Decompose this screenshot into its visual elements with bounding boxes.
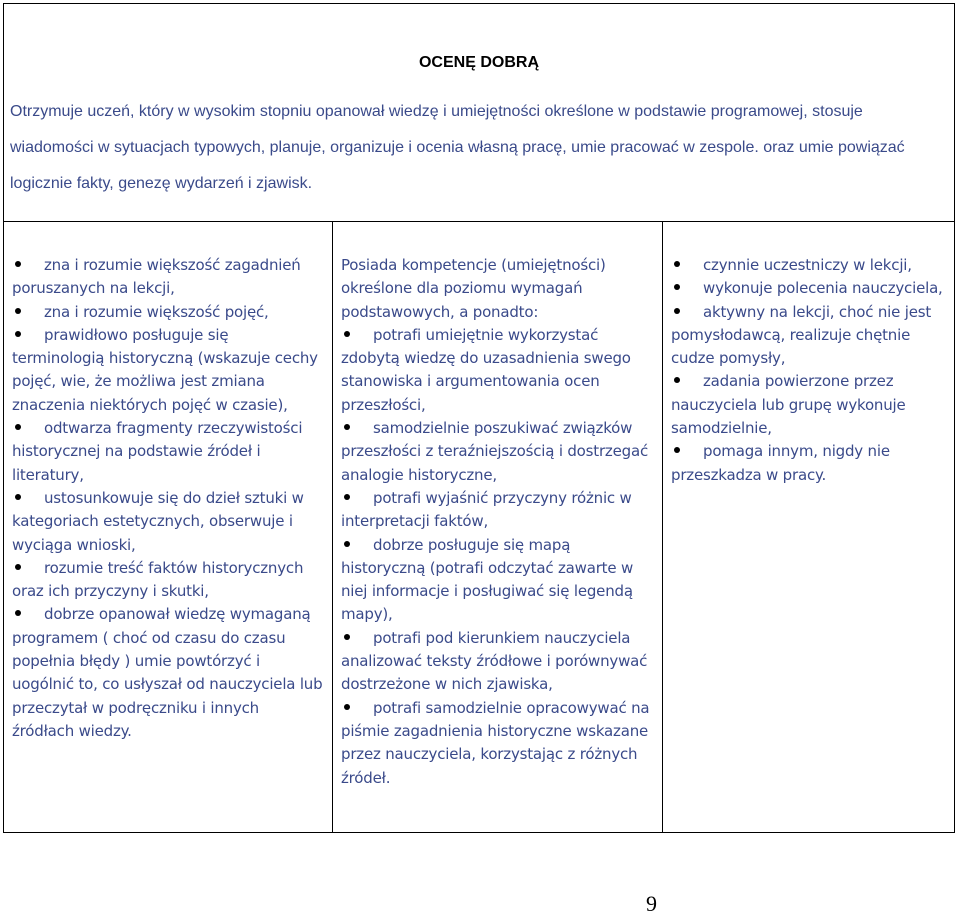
- bullet-icon: [344, 704, 350, 710]
- bullet-icon: [674, 447, 680, 453]
- list-item: wykonuje polecenia nauczyciela,: [671, 277, 948, 300]
- bullet-icon: [344, 634, 350, 640]
- list-item: dobrze posługuje się mapą historyczną (potrafi odczytać zawarte w niej informacje i posługiwać się legendą mapy),: [341, 535, 634, 624]
- criteria-table: [3, 3, 955, 833]
- bullet-icon: [344, 494, 350, 500]
- list-item: czynnie uczestniczy w lekcji,: [671, 254, 948, 277]
- bullet-icon: [15, 308, 21, 314]
- bullet-icon: [15, 610, 21, 616]
- list-item: potrafi pod kierunkiem nauczyciela analizować teksty źródłowe i porównywać dostrzeżone w nich zjawiska,: [341, 628, 648, 694]
- list-item: pomaga innym, nigdy nie przeszkadza w pracy.: [671, 442, 890, 484]
- bullet-icon: [674, 261, 680, 267]
- page-number: 9: [646, 891, 657, 916]
- bullet-icon: [15, 494, 21, 500]
- list-item: potrafi wyjaśnić przyczyny różnic w interpretacji faktów,: [341, 488, 632, 531]
- header-cell: [4, 4, 954, 222]
- list-item: potrafi umiejętnie wykorzystać zdobytą wiedzę do uzasadnienia swego stanowiska i argumentowania ocen przeszłości,: [341, 325, 631, 414]
- bullet-icon: [15, 424, 21, 430]
- bullet-icon: [15, 564, 21, 570]
- bullet-icon: [344, 331, 350, 337]
- list-item: odtwarza fragmenty rzeczywistości historycznej na podstawie źródeł i literatury,: [12, 419, 303, 484]
- grade-description: Otrzymuje uczeń, który w wysokim stopniu opanował wiedzę i umiejętności określone w podstawie programowej, stosuje wiadomości w sytuacjach typowych, planuje, organizuje i ocenia własną pracę, umie pracować w zespole. oraz umie powiązać logicznie fakty, genezę wydarzeń i zjawisk.: [10, 103, 905, 192]
- list-item: rozumie treść faktów historycznych oraz ich przyczyny i skutki,: [12, 558, 304, 601]
- list-item: zna i rozumie większość zagadnień poruszanych na lekcji,: [12, 256, 301, 298]
- bullet-icon: [674, 308, 680, 314]
- list-item: ustosunkowuje się do dzieł sztuki w kategoriach estetycznych, obserwuje i wyciąga wnioski,: [12, 488, 304, 554]
- attitude-column: [663, 222, 954, 832]
- list-item: prawidłowo posługuje się terminologią historyczną (wskazuje cechy pojęć, wie, że możliwa jest zmiana znaczenia niektórych pojęć w czasie),: [12, 325, 318, 414]
- list-item: dobrze opanował wiedzę wymaganą programem ( choć od czasu do czasu popełnia błędy ) umie powtórzyć i uogólnić to, co usłyszał od nauczyciela lub przeczytał w podręczniku i innych źródłach wiedzy.: [12, 605, 323, 740]
- bullet-icon: [15, 261, 21, 267]
- list-item: zadania powierzone przez nauczyciela lub grupę wykonuje samodzielnie,: [671, 372, 906, 438]
- grade-title: OCENĘ DOBRĄ: [418, 54, 539, 71]
- bullet-icon: [15, 331, 21, 337]
- bullet-icon: [344, 541, 350, 547]
- list-item: aktywny na lekcji, choć nie jest pomysłodawcą, realizuje chętnie cudze pomysły,: [671, 302, 932, 368]
- bullet-icon: [674, 284, 680, 290]
- bullet-icon: [674, 377, 680, 383]
- skills-column: [333, 222, 663, 832]
- column-intro: Posiada kompetencje (umiejętności) określone dla poziomu wymagań podstawowych, a ponadto:: [341, 256, 606, 321]
- bullet-icon: [344, 424, 350, 430]
- list-item: potrafi samodzielnie opracowywać na piśmie zagadnienia historyczne wskazane przez nauczyciela, korzystając z różnych źródeł.: [341, 698, 650, 787]
- knowledge-column: [4, 222, 333, 832]
- list-item: samodzielnie poszukiwać związków przeszłości z teraźniejszością i dostrzegać analogie historyczne,: [341, 419, 648, 484]
- list-item: zna i rozumie większość pojęć,: [12, 301, 324, 324]
